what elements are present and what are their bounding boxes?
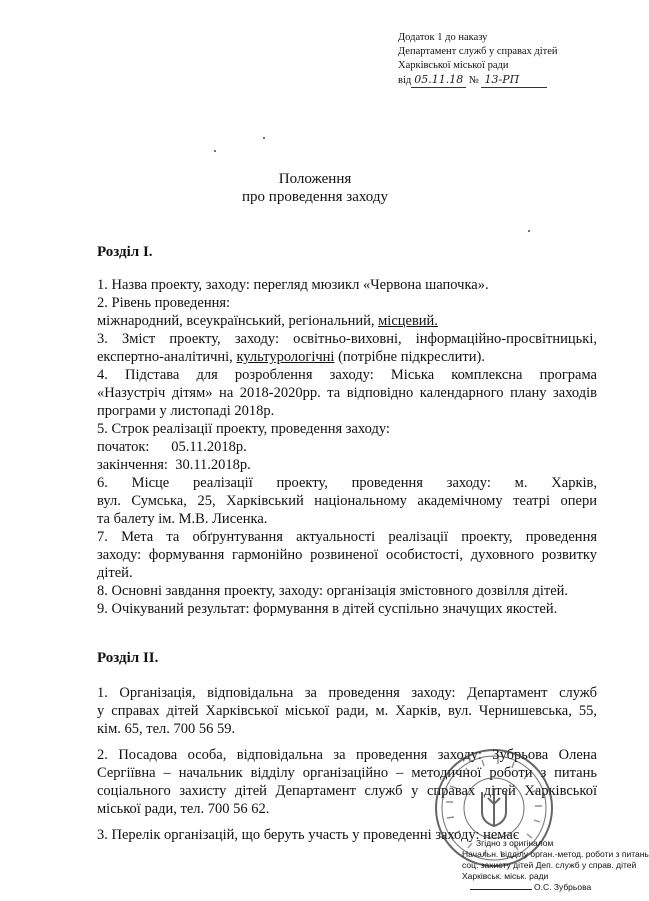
s1-item-5: 5. Строк реалізації проекту, проведення заходу:: [97, 421, 390, 437]
s2-item-2: 2. Посадова особа, відповідальна за проведення заходу: Зубрьова Олена: [97, 747, 597, 763]
header-number-sign: №: [468, 75, 479, 86]
cert-line-3: соц. захисту дітей Деп. служб у справ. дітей: [462, 860, 637, 870]
cert-line-4: Харківськ. міськ. ради: [462, 871, 549, 881]
section-1-heading: Розділ І.: [97, 244, 153, 260]
s1-item-6-cont: вул. Сумська, 25, Харківський національному академічному театрі опери: [97, 493, 597, 509]
s2-item-1-end: кім. 65, тел. 700 56 59.: [97, 721, 236, 737]
level-options: міжнародний, всеукраїнський, регіональний,: [97, 313, 379, 329]
s1-item-4-end: програми у листопаді 2018р.: [97, 403, 275, 419]
content-selected: культурологічні: [236, 349, 335, 365]
s1-item-1: 1. Назва проекту, заходу: перегляд мюзикл «Червона шапочка».: [97, 277, 489, 293]
s2-item-2-cont: Сергіївна – начальник відділу організаційно – методичної роботи з питань: [97, 765, 597, 781]
s1-item-7: 7. Мета та обґрунтування актуальності реалізації проекту, проведення: [97, 529, 597, 545]
s1-item-6: 6. Місце реалізації проекту, проведення заходу: м. Харків,: [97, 475, 597, 491]
s1-item-6-end: та балету ім. М.В. Лисенка.: [97, 511, 268, 527]
level-selected: місцевий.: [378, 313, 438, 329]
header-date-number: [398, 73, 558, 88]
s1-item-7-end: дітей.: [97, 565, 133, 581]
cert-signature-row: [462, 882, 649, 893]
cert-line-2: Начальн. відділу орган.-метод. роботи з питань: [462, 849, 649, 859]
s1-item-3-cont: [97, 348, 597, 366]
s1-item-9: 9. Очікуваний результат: формування в дітей суспільно значущих якостей.: [97, 601, 558, 617]
s1-item-4-cont: «Назустріч дітям» на 2018-2020рр. та відповідно календарного плану заходів: [97, 385, 597, 401]
header-line-3: Харківської міської ради: [398, 60, 509, 71]
section-2-heading: Розділ ІІ.: [97, 650, 159, 666]
s1-item-7-cont: заходу: формування гармонійно розвиненої особистості, духовного розвитку: [97, 547, 597, 563]
content-note: (потрібне підкреслити).: [334, 349, 485, 365]
header-date-prefix: від: [398, 75, 412, 86]
signature-line: [470, 889, 532, 890]
content-options: експертно-аналітичні,: [97, 349, 237, 365]
header-line-2: Департамент служб у справах дітей: [398, 46, 558, 57]
cert-signer: О.С. Зубрьова: [534, 882, 592, 892]
s2-item-3: 3. Перелік організацій, що беруть участь у проведенні заходу: немає: [97, 827, 520, 843]
s1-item-3: 3. Зміст проекту, заходу: освітньо-виховні, інформаційно-просвітницькі,: [97, 331, 597, 347]
certification-block: [462, 838, 649, 893]
s2-item-2-cont2: соціального захисту дітей Департамент служб у справах дітей Харківської: [97, 783, 597, 799]
document-subtitle: про проведення заходу: [242, 189, 388, 205]
s2-item-1-cont: у справах дітей Харківської міської ради, м. Харків, вул. Чернишевська, 55,: [97, 703, 597, 719]
handwritten-date: 05.11.18: [411, 73, 466, 88]
document-title: Положення: [278, 171, 352, 187]
scan-speck: [528, 230, 530, 232]
s1-item-8: 8. Основні завдання проекту, заходу: організація змістовного дозвілля дітей.: [97, 583, 569, 599]
s2-item-2-end: міської ради, тел. 700 56 62.: [97, 801, 270, 817]
scan-speck: [263, 137, 265, 139]
scan-speck: [214, 150, 216, 152]
s1-level-values: [97, 312, 597, 330]
cert-line-1: Згідно з оригіналом: [476, 838, 554, 848]
s1-start-date: початок: 05.11.2018р.: [97, 439, 247, 455]
s1-item-4: 4. Підстава для розроблення заходу: Міська комплексна програма: [97, 367, 597, 383]
s1-end-date: закінчення: 30.11.2018р.: [97, 457, 251, 473]
s1-item-2: 2. Рівень проведення:: [97, 295, 231, 311]
order-appendix-header: [398, 31, 558, 88]
s2-item-1: 1. Організація, відповідальна за проведення заходу: Департамент служб: [97, 685, 597, 701]
header-line-1: Додаток 1 до наказу: [398, 32, 488, 43]
handwritten-number: 13-РП: [481, 73, 547, 88]
